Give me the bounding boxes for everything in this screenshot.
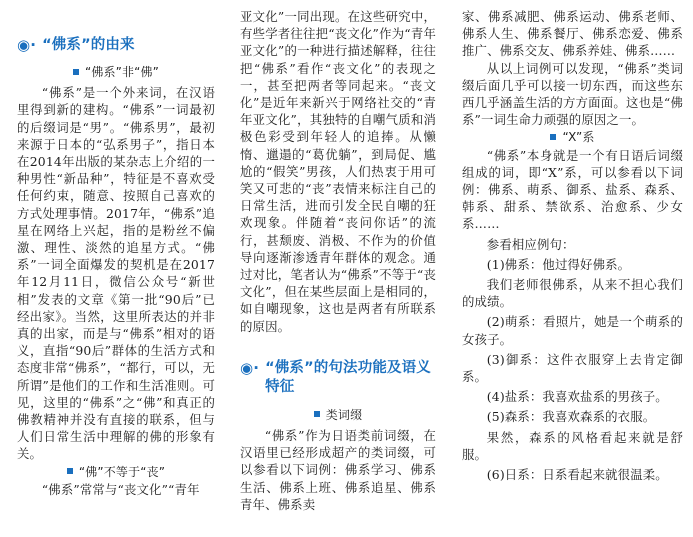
example-sentence: (5)森系：我喜欢森系的衣服。 [486, 409, 656, 425]
example-sentence: 我们老师很佛系，从来不担心我们的成绩。 [462, 277, 683, 310]
subheading-affix [240, 407, 436, 424]
square-bullet-icon [550, 134, 556, 140]
paragraph: “佛系”本身就是一个有日语后词缀组成的词，即“X”系，可以参看以下词例：佛系、萌系、御系、盐系、森系、韩系、甜系、禁欲系、治愈系、少女系…… [462, 147, 683, 232]
paragraph-continued: 亚文化”一同出现。在这些研究中，有些学者往往把“丧文化”作为“青年亚文化”的一种进行描述解释，往往把“佛系”看作“丧文化”的表现之一，甚至把两者等同起来。“丧文化”是近年来新兴于网络社交的“青年亚文化”，其独特的自嘲气质和消极色彩受到年轻人的追捧。从懒惰、邋遢的“葛优躺”，到局促、尴尬的“假笑”男孩，人们热衷于用可笑又可悲的“丧”表情来标注自己的日常生活，进而引发全民自嘲的狂欢现象。伴随着“丧问你话”的流行，甚颓废、消极、不作为的价值导向逐渐渗透青年群体的观念。通过对比，笔者认为“佛系”不等于“丧文化”，但在某些层面上是相同的，如自嘲现象，这也是两者有所联系的原因。 [240, 9, 436, 334]
section-bullet-icon: ◉· [240, 358, 260, 377]
section-heading-origin [17, 36, 215, 55]
example-sentence: (3)御系：这件衣服穿上去肯定御系。 [462, 351, 683, 385]
example-sentence: (1)佛系：他过得好佛系。 [486, 256, 631, 272]
subheading-fo-not-buddha [17, 64, 215, 81]
subheading-label: “佛系”非“佛” [84, 65, 160, 79]
section-bullet-icon: ◉· [17, 36, 37, 54]
paragraph: “佛系”常常与“丧文化”“青年 [41, 481, 200, 497]
section-title: “佛系”的由来 [42, 37, 135, 53]
subheading-label: “X”系 [562, 130, 595, 145]
subheading-x-series [462, 129, 683, 146]
square-bullet-icon [67, 468, 73, 474]
column-3 [462, 0, 683, 537]
column-1 [17, 0, 215, 537]
square-bullet-icon [73, 69, 79, 75]
example-sentence: 果然，森系的风格看起来就是舒服。 [462, 429, 683, 462]
paragraph: 从以上词例可以发现，“佛系”类词缀后面几乎可以接一切东西，而这些东西几乎涵盖生活的方方面面。这也是“佛系”一词生命力顽强的原因之一。 [462, 60, 683, 128]
example-sentence: (4)盐系：我喜欢盐系的男孩子。 [486, 389, 668, 405]
example-sentence: (6)日系：日系看起来就很温柔。 [486, 467, 668, 483]
subheading-label: “佛”不等于“丧” [78, 464, 166, 479]
square-bullet-icon [314, 411, 320, 417]
example-sentence: (2)萌系：看照片，她是一个萌系的女孩子。 [462, 314, 683, 347]
paragraph: “佛系”作为日语类前词缀，在汉语里已经形成超产的类词缀，可以参看以下词例：佛系学习、佛系生活、佛系上班、佛系追星、佛系青年、佛系卖 [240, 428, 436, 512]
paragraph: 参看相应例句： [486, 236, 575, 252]
paragraph: “佛系”是一个外来词，在汉语里得到新的建构。“佛系”一词最初的后缀词是“男”。“佛系男”，最初来源于日本的“弘系男子”，指日本在2014年出版的某杂志上介绍的一种男性“新品种”，特征是不喜欢受任何约束，随意、按照自己喜欢的方式处理事情。2017年，“佛系”追星在网络上兴起，指的是粉丝不偏激、理性、淡然的追星方式。“佛系”一词全面爆发的契机是在2017年12月11日，微信公众号“新世相”发表的文章《第一批“90后”已经出家》。当然，这里所表达的并非真的出家，而是与“佛系”相对的语义，直指“90后”群体的生活方式和态度非常“佛系”，“都行，可以，无所谓”是他们的工作和生活准则。可见，这里的“佛系”之“佛”和真正的佛教精神并没有直接的联系，但与人们日常生活中理解的佛的形象有关。 [17, 85, 215, 462]
column-2 [240, 0, 436, 537]
subheading-fo-not-sang [17, 464, 215, 481]
paragraph-continued: 家、佛系减肥、佛系运动、佛系老师、佛系人生、佛系餐厅、佛系恋爱、佛系推广、佛系交友、佛系养娃、佛系…… [462, 9, 683, 59]
subheading-label: 类词缀 [325, 407, 363, 422]
section-heading-syntax [240, 359, 436, 397]
section-title: “佛系”的句法功能及语义特征 [265, 359, 431, 395]
